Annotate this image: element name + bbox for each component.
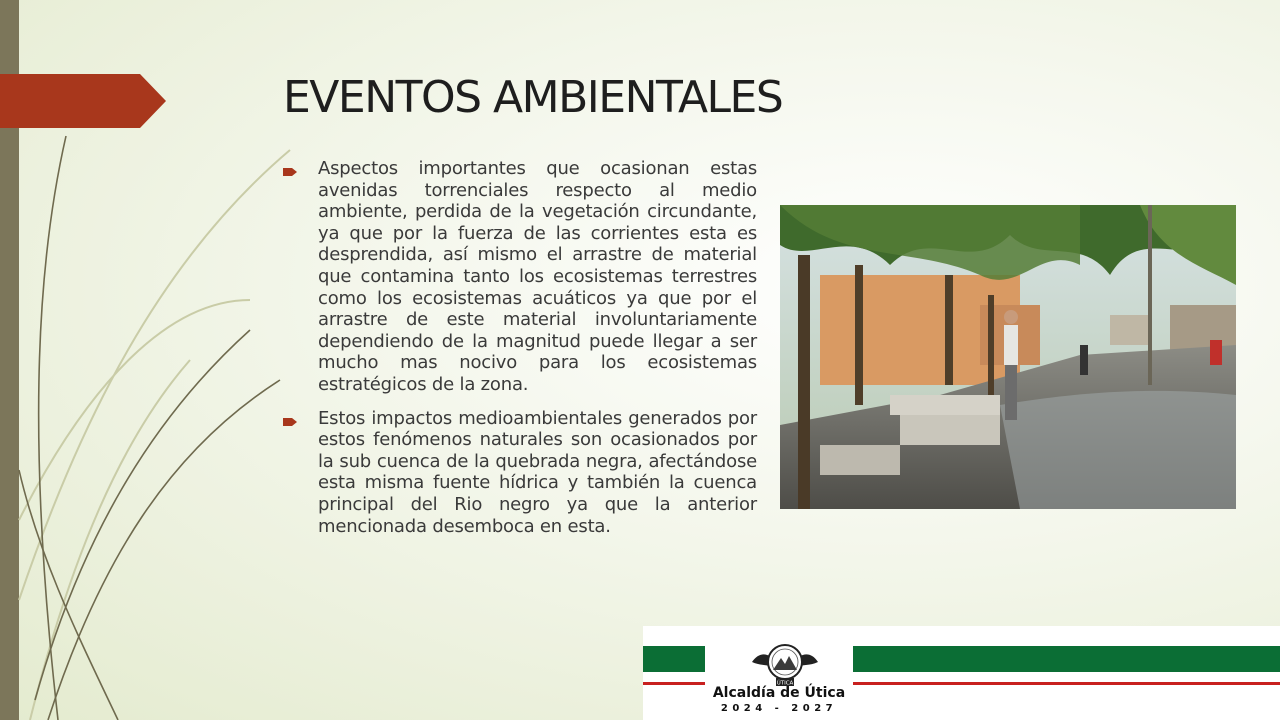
footer-red-line bbox=[643, 682, 705, 685]
footer-logo-band bbox=[643, 626, 1280, 720]
bullet-text: Estos impactos medioambientales generados por estos fenómenos naturales son ocasionados por la sub cuenca de la quebrada negra, afectándose esta misma fuente hídrica y también la cuenca principal del Rio negro ya que la anterior mencionada desemboca en esta. bbox=[318, 407, 757, 537]
municipality-name: Alcaldía de Útica bbox=[712, 685, 846, 701]
arrow-bullet-icon bbox=[283, 158, 318, 396]
seal-text: ÚTICA bbox=[776, 680, 794, 687]
administration-years: 2024 - 2027 bbox=[720, 703, 838, 714]
bullet-list bbox=[283, 158, 757, 549]
municipal-seal-icon bbox=[750, 636, 820, 692]
title-arrow-icon bbox=[0, 74, 166, 128]
bullet-text: Aspectos importantes que ocasionan estas avenidas torrenciales respecto al medio ambiente, perdida de la vegetación circundante, ya que por la fuerza de las corrientes esta es desprendida, así mismo el arrastre de material que contamina tanto los ecosistemas terrestres como los ecosistemas acuáticos ya que por el arrastre de este material involuntariamente dependiendo de la magnitud puede llegar a ser mucho mas nocivo para los ecosistemas estratégicos de la zona. bbox=[318, 158, 757, 395]
list-item bbox=[283, 408, 757, 538]
flood-photo bbox=[780, 205, 1236, 509]
arrow-bullet-icon bbox=[283, 408, 318, 538]
footer-green-stripe bbox=[643, 646, 705, 672]
list-item bbox=[283, 158, 757, 396]
footer-green-stripe bbox=[853, 646, 1280, 672]
page-title: EVENTOS AMBIENTALES bbox=[283, 72, 783, 123]
footer-red-line bbox=[853, 682, 1280, 685]
